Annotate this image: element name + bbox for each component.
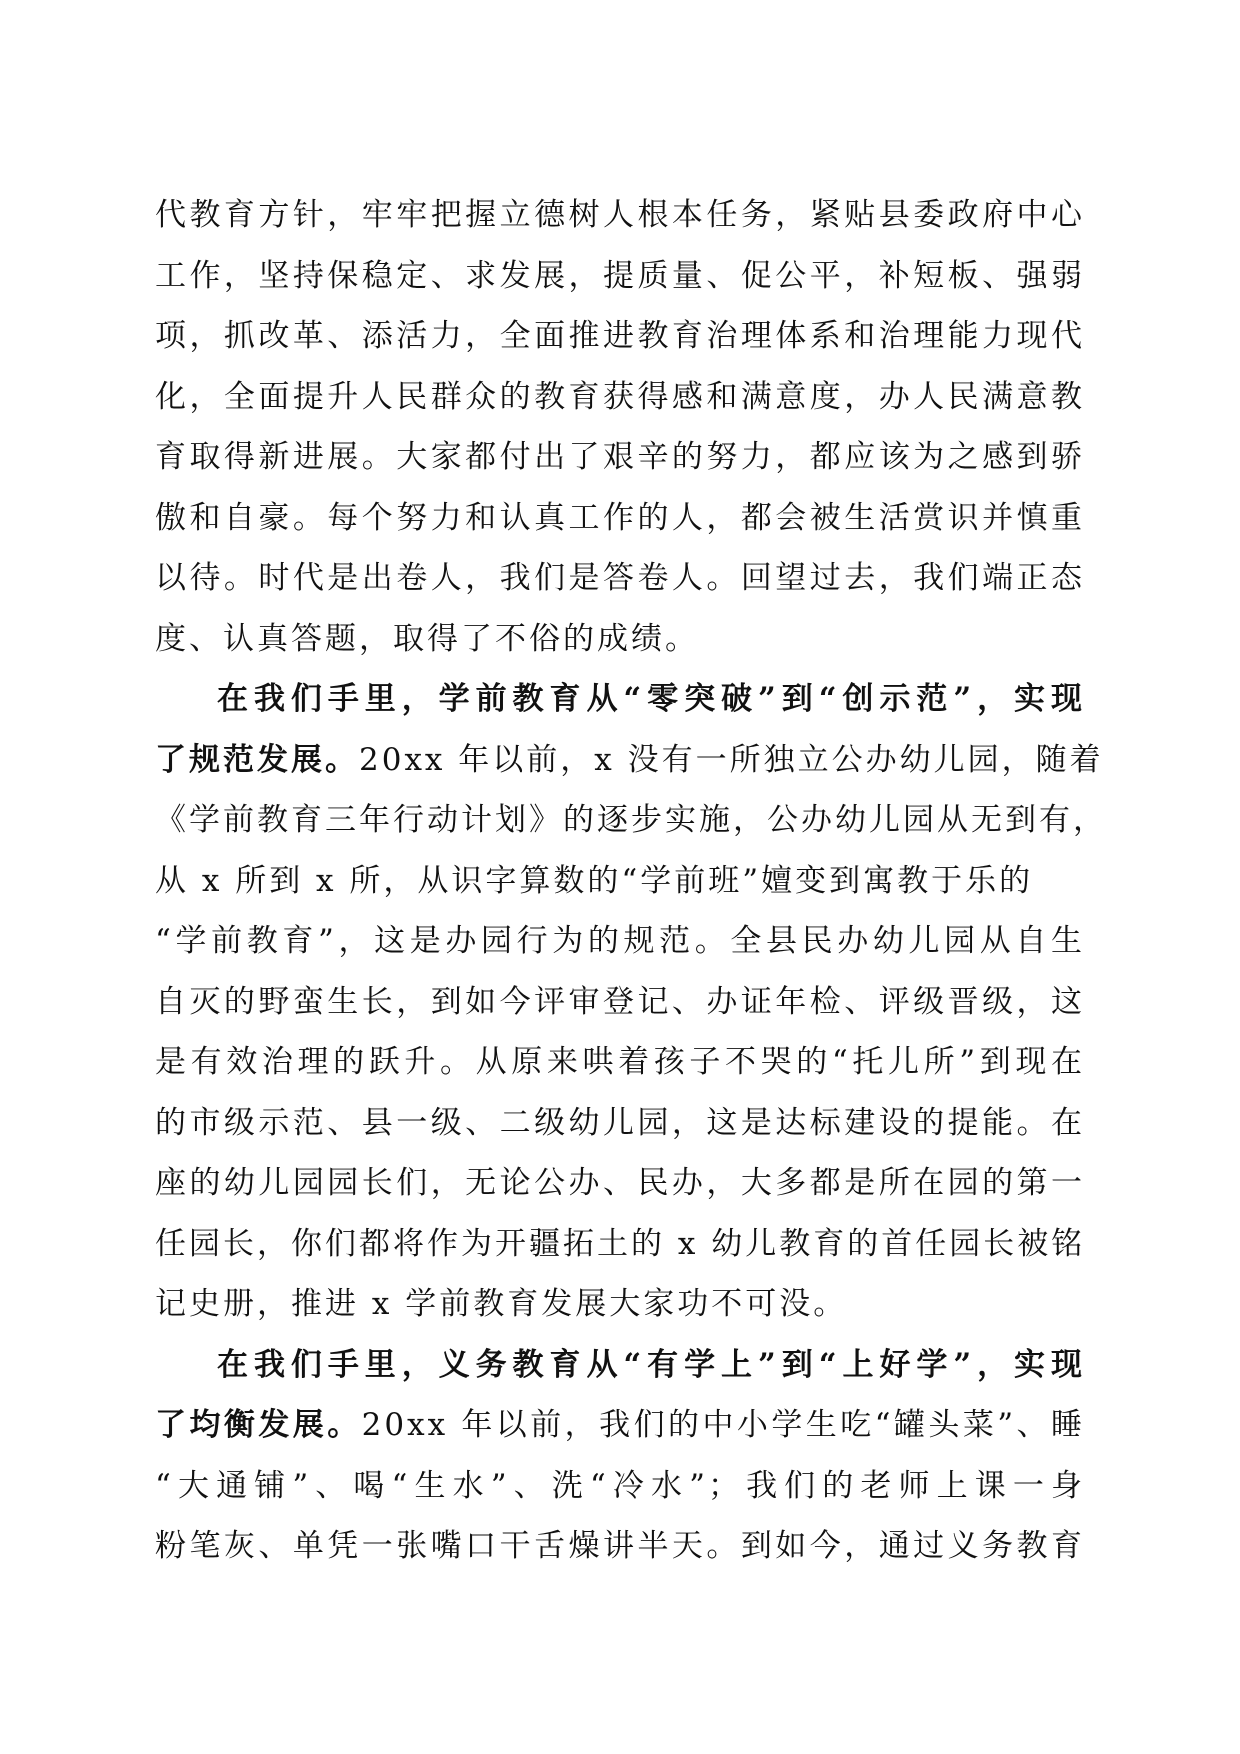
line-text: 自灭的野蛮生长，到如今评审登记、办证年检、评级晋级，这: [155, 983, 1085, 1020]
text-line: [155, 1395, 1085, 1456]
bold-lead-text: 了均衡发展。: [155, 1407, 362, 1443]
line-text: 度、认真答题，取得了不俗的成绩。: [155, 620, 699, 657]
text-line: [155, 427, 1085, 488]
bold-lead-text: 在我们手里，义务教育从“有学上”到“上好学”，实现: [217, 1346, 1085, 1383]
text-line: [155, 367, 1085, 428]
line-text: 育取得新进展。大家都付出了艰辛的努力，都应该为之感到骄: [155, 439, 1085, 475]
line-text: 粉笔灰、单凭一张嘴口干舌燥讲半天。到如今，通过义务教育: [155, 1528, 1085, 1564]
text-line: [155, 1516, 1085, 1577]
line-text: 傲和自豪。每个努力和认真工作的人，都会被生活赏识并慎重: [155, 499, 1085, 536]
line-text: “学前教育”，这是办园行为的规范。全县民办幼儿园从自生: [155, 923, 1085, 959]
text-line: [155, 1274, 1085, 1335]
text-line: [155, 911, 1085, 972]
line-text: 工作，坚持保稳定、求发展，提质量、促公平，补短板、强弱: [155, 257, 1085, 294]
text-line: [155, 1456, 1085, 1517]
line-text: 20xx 年以前，x 没有一所独立公办幼儿园，随着: [359, 741, 1104, 778]
line-text: 是有效治理的跃升。从原来哄着孩子不哭的“托儿所”到现在: [155, 1044, 1085, 1080]
line-text: 座的幼儿园园长们，无论公办、民办，大多都是所在园的第一: [155, 1165, 1085, 1201]
text-line: [155, 185, 1085, 246]
text-line: [155, 609, 1085, 670]
line-text: 记史册，推进 x 学前教育发展大家功不可没。: [155, 1286, 848, 1322]
line-text: 化，全面提升人民群众的教育获得感和满意度，办人民满意教: [155, 378, 1085, 415]
line-text: 项，抓改革、添活力，全面推进教育治理体系和治理能力现代: [155, 318, 1085, 354]
line-text: 以待。时代是出卷人，我们是答卷人。回望过去，我们端正态: [155, 560, 1085, 596]
text-line: [155, 1032, 1085, 1093]
line-text: 代教育方针，牢牢把握立德树人根本任务，紧贴县委政府中心: [155, 197, 1085, 233]
text-line: [155, 548, 1085, 609]
text-line: [155, 669, 1085, 730]
text-line: [155, 1093, 1085, 1154]
text-line: [155, 1335, 1085, 1396]
text-line: [155, 851, 1085, 912]
text-line: [155, 306, 1085, 367]
line-text: 的市级示范、县一级、二级幼儿园，这是达标建设的提能。在: [155, 1104, 1085, 1141]
text-line: [155, 790, 1107, 851]
line-text: 《学前教育三年行动计划》的逐步实施，公办幼儿园从无到有，: [155, 802, 1107, 838]
line-text: 20xx 年以前，我们的中小学生吃“罐头菜”、睡: [361, 1407, 1086, 1443]
text-line: [155, 730, 1104, 791]
text-line: [155, 246, 1085, 307]
bold-lead-text: 了规范发展。: [155, 741, 359, 778]
text-line: [155, 1153, 1085, 1214]
line-text: 从 x 所到 x 所，从识字算数的“学前班”嬗变到寓教于乐的: [155, 862, 1034, 899]
bold-lead-text: 在我们手里，学前教育从“零突破”到“创示范”，实现: [217, 681, 1085, 717]
line-text: 任园长，你们都将作为开疆拓土的 x 幼儿教育的首任园长被铭: [155, 1225, 1086, 1262]
text-line: [155, 1214, 1085, 1275]
text-line: [155, 488, 1085, 549]
text-line: [155, 972, 1085, 1033]
body-text: [155, 185, 1107, 1577]
line-text: “大通铺”、喝“生水”、洗“冷水”；我们的老师上课一身: [155, 1467, 1085, 1504]
